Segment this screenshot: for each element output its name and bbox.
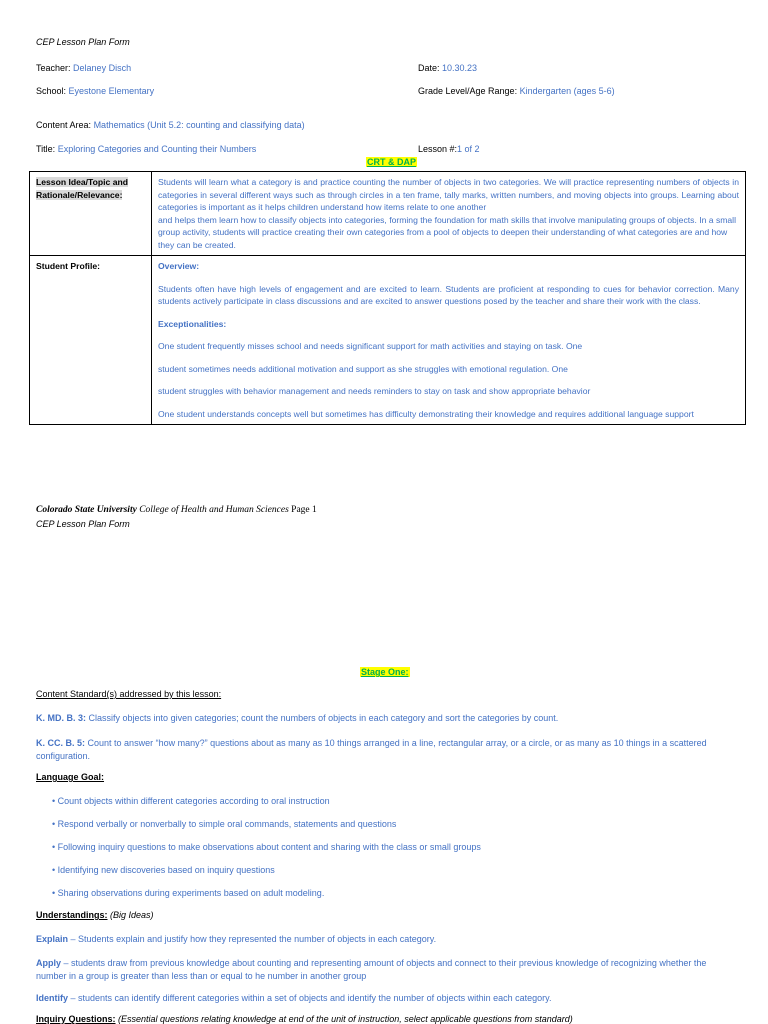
inquiry-heading <box>36 1014 756 1024</box>
exceptionality-2: student sometimes needs additional motivation and support as she struggles with emotional regulation. One <box>158 363 568 374</box>
identify-text: – students can identify different categories within a set of objects and identify the number of objects within each category. <box>70 993 552 1003</box>
student-profile-label-cell <box>30 256 152 425</box>
rationale-content-cell <box>152 172 746 256</box>
standard-2-code: K. CC. B. 5: <box>36 738 86 748</box>
apply-item <box>36 957 726 982</box>
rationale-label-cell <box>30 172 152 256</box>
standard-1-text: Classify objects into given categories; count the numbers of objects in each category and sort the categories by count. <box>88 713 559 723</box>
grade-field <box>418 86 615 96</box>
rationale-row <box>30 172 746 256</box>
school-label: School: <box>36 86 67 96</box>
standard-1-code: K. MD. B. 3: <box>36 713 87 723</box>
standard-2-text: Count to answer “how many?” questions about as many as 10 things arranged in a line, rectangular array, or a circle, or as many as 10 things in a scattered configuration. <box>36 738 707 761</box>
footer-university: Colorado State University <box>36 505 137 515</box>
understandings-heading <box>36 910 154 920</box>
grade-label: Grade Level/Age Range: <box>418 86 518 96</box>
standard-1 <box>36 713 736 723</box>
explain-text: – Students explain and justify how they represented the number of objects in each category. <box>70 934 437 944</box>
date-label: Date: <box>418 63 440 73</box>
inquiry-sub: (Essential questions relating knowledge at end of the unit of instruction, select applicable questions from standard) <box>118 1014 573 1024</box>
identify-label: Identify <box>36 993 69 1003</box>
apply-text: – students draw from previous knowledge about counting and representing amount of objects and connect to their previous knowledge of recognizing whether the number in a group is greater than less than or equal to he number in another group <box>36 958 707 981</box>
student-profile-content-cell <box>152 256 746 425</box>
footer-college: College of Health and Human Sciences <box>139 505 289 515</box>
teacher-value: Delaney Disch <box>73 63 132 73</box>
lesson-number-field <box>418 144 480 154</box>
form-title: CEP Lesson Plan Form <box>36 37 130 47</box>
language-goal-item: • Count objects within different categories according to oral instruction <box>52 796 330 806</box>
overview-text: Students often have high levels of engagement and are excited to learn. Students are proficient at responding to cues for behavior correction. Many students actively participate in class discussions and are excited to answer questions posed by the teacher and share their work with the class. <box>158 283 739 306</box>
explain-label: Explain <box>36 934 69 944</box>
explain-item <box>36 934 736 944</box>
language-goal-item: • Sharing observations during experiments based on adult modeling. <box>52 888 325 898</box>
content-area-value: Mathematics (Unit 5.2: counting and classifying data) <box>93 120 305 130</box>
lesson-number-label: Lesson #: <box>418 144 458 154</box>
date-field <box>418 63 477 73</box>
student-profile-row <box>30 256 746 425</box>
overview-heading: Overview: <box>158 261 200 271</box>
exceptionality-4: One student understands concepts well but sometimes has difficulty demonstrating their knowledge and requires additional language support <box>158 408 694 419</box>
school-field <box>36 86 154 96</box>
student-profile-label: Student Profile: <box>36 261 100 271</box>
title-value: Exploring Categories and Counting their Numbers <box>57 144 257 154</box>
stage-one-highlight: Stage One: <box>361 667 409 677</box>
exceptionality-3: student struggles with behavior management and needs reminders to stay on task and show appropriate behavior <box>158 386 591 396</box>
school-value: Eyestone Elementary <box>68 86 155 96</box>
content-area-field <box>36 120 305 130</box>
apply-label: Apply <box>36 958 62 968</box>
lesson-table <box>29 171 746 425</box>
understandings-label: Understandings: <box>36 910 108 920</box>
title-field <box>36 144 256 154</box>
standard-2 <box>36 737 726 762</box>
rationale-text-b: and helps them learn how to classify objects into categories, forming the foundation for math skills that involve manipulating groups of objects. In a small group activity, students will practice creating their own categories from a pool of objects to deepen their understanding of what categories are and how they can be created. <box>158 214 736 250</box>
footer-page: Page 1 <box>291 505 317 515</box>
lesson-number-value: 1 of 2 <box>457 144 480 154</box>
rationale-label: Lesson Idea/Topic and Rationale/Relevance: <box>36 177 129 200</box>
language-goal-heading: Language Goal: <box>36 772 105 782</box>
standards-heading: Content Standard(s) addressed by this lesson: <box>36 689 222 699</box>
teacher-field <box>36 63 131 73</box>
language-goal-item: • Identifying new discoveries based on inquiry questions <box>52 865 275 875</box>
form-title-2: CEP Lesson Plan Form <box>36 519 130 529</box>
language-goal-item: • Respond verbally or nonverbally to simple oral commands, statements and questions <box>52 819 397 829</box>
exceptionality-1: One student frequently misses school and needs significant support for math activities and staying on task. One <box>158 341 583 351</box>
teacher-label: Teacher: <box>36 63 71 73</box>
crt-dap-highlight: CRT & DAP <box>367 157 416 167</box>
language-goal-item: • Following inquiry questions to make observations about content and sharing with the class or small groups <box>52 842 481 852</box>
date-value: 10.30.23 <box>442 63 478 73</box>
title-label: Title: <box>36 144 56 154</box>
exceptionalities-heading: Exceptionalities: <box>158 318 227 329</box>
page-footer <box>36 505 317 515</box>
inquiry-label: Inquiry Questions: <box>36 1014 116 1024</box>
rationale-text-a: Students will learn what a category is and practice counting the number of objects in two categories. We will practice representing numbers of objects in categories in several different ways such as through circles in a ten frame, tally marks, written numbers, and moving objects into groups. Learning about categories is important as it helps children understand how items relate to one another <box>158 177 739 212</box>
understandings-sub: (Big Ideas) <box>110 910 154 920</box>
content-area-label: Content Area: <box>36 120 92 130</box>
identify-item <box>36 993 736 1003</box>
grade-value: Kindergarten (ages 5-6) <box>519 86 615 96</box>
